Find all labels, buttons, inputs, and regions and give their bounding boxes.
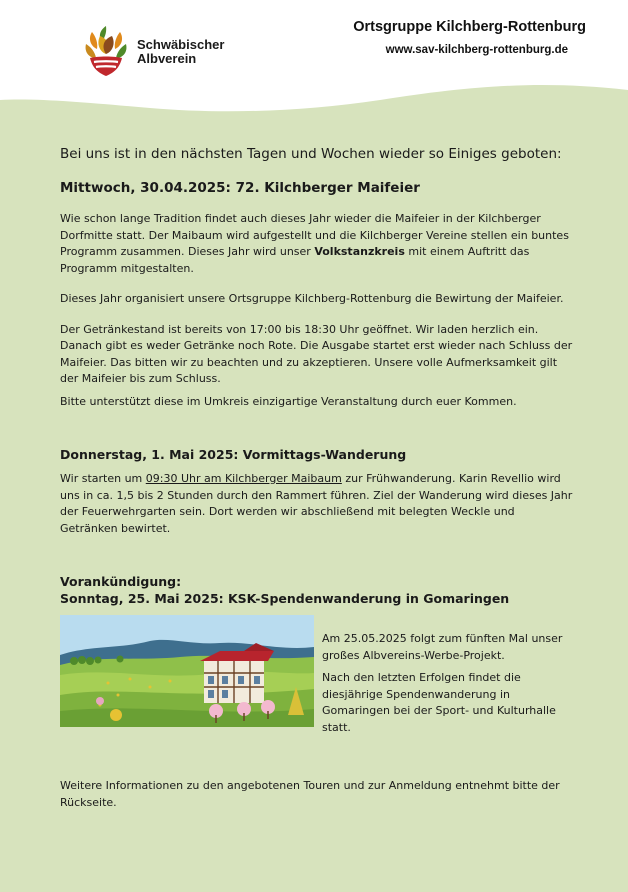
event1-p1-text-b: mit einem Auftritt das Programm mitgestalten. xyxy=(60,245,530,275)
landscape-castle-illustration xyxy=(60,615,314,727)
albverein-logo-icon xyxy=(80,22,132,78)
footer-note: Weitere Informationen zu den angebotenen Touren und zur Anmeldung entnehmt bitte der Rückseite. xyxy=(60,779,560,809)
event3-illustration-row xyxy=(60,615,575,734)
org-title: Ortsgruppe Kilchberg-Rottenburg xyxy=(353,19,586,35)
main-content xyxy=(60,145,575,734)
event1-paragraph-3: Der Getränkestand ist bereits von 17:00 bis 18:30 Uhr geöffnet. Wir laden herzlich ein. Danach gibt es weder Getränke noch Rote. Die Ausgabe startet erst wieder nach Schluss der Maifeier. Das bitten wir zu beachten und zu akzeptieren. Unsere volle Aufmerksamkeit gilt der Maifeier bis zum Schluss. xyxy=(60,322,573,385)
event3-heading: Sonntag, 25. Mai 2025: KSK-Spendenwanderung in Gomaringen xyxy=(60,591,510,606)
event1-heading: Mittwoch, 30.04.2025: 72. Kilchberger Maifeier xyxy=(60,180,420,196)
logo-line-2: Albverein xyxy=(137,51,197,66)
event1-paragraph-1 xyxy=(60,211,575,277)
event2-text-b: zur Frühwanderung. Karin Revellio wird uns in ca. 1,5 bis 2 Stunden durch den Rammert führen. Ziel der Wanderung wird dieses Jahr der Feuerwehrgarten sein. Dort werden wir abschließend mit belegten Weckle und Getränken bewirtet. xyxy=(60,472,573,535)
event1-paragraph-2: Dieses Jahr organisiert unsere Ortsgruppe Kilchberg-Rottenburg die Bewirtung der Maifeier. xyxy=(60,292,564,305)
event2-text-a: Wir starten um xyxy=(60,472,146,485)
event2-paragraph xyxy=(60,471,575,537)
event1-p1-bold: Volkstanzkreis xyxy=(314,245,405,258)
intro-text: Bei uns ist in den nächsten Tagen und Wochen wieder so Einiges geboten: xyxy=(60,146,562,162)
event1-p1-text-a: Wie schon lange Tradition findet auch dieses Jahr wieder die Maifeier in der Kilchberger Dorfmitte statt. Der Maibaum wird aufgestellt und die Kilchberger Vereine stellen ein buntes Programm zusammen. Dieses Jahr wird unser xyxy=(60,212,569,258)
event3-paragraph-1: Am 25.05.2025 folgt zum fünften Mal unser großes Albvereins-Werbe-Projekt. xyxy=(322,632,563,662)
event3-description xyxy=(322,631,572,736)
event3-paragraph-2: Nach den letzten Erfolgen findet die diesjährige Spendenwanderung in Gomaringen bei der Sport- und Kulturhalle statt. xyxy=(322,671,556,734)
event2-meeting-point: 09:30 Uhr am Kilchberger Maibaum xyxy=(145,472,342,485)
event1-paragraph-4: Bitte unterstützt diese im Umkreis einzigartige Veranstaltung durch euer Kommen. xyxy=(60,394,517,408)
org-url-link[interactable]: www.sav-kilchberg-rottenburg.de xyxy=(385,44,568,56)
logo-wordmark xyxy=(137,38,224,66)
logo-line-1: Schwäbischer xyxy=(137,37,225,52)
event3-label: Vorankündigung: xyxy=(60,574,182,589)
event2-heading: Donnerstag, 1. Mai 2025: Vormittags-Wanderung xyxy=(60,447,407,462)
